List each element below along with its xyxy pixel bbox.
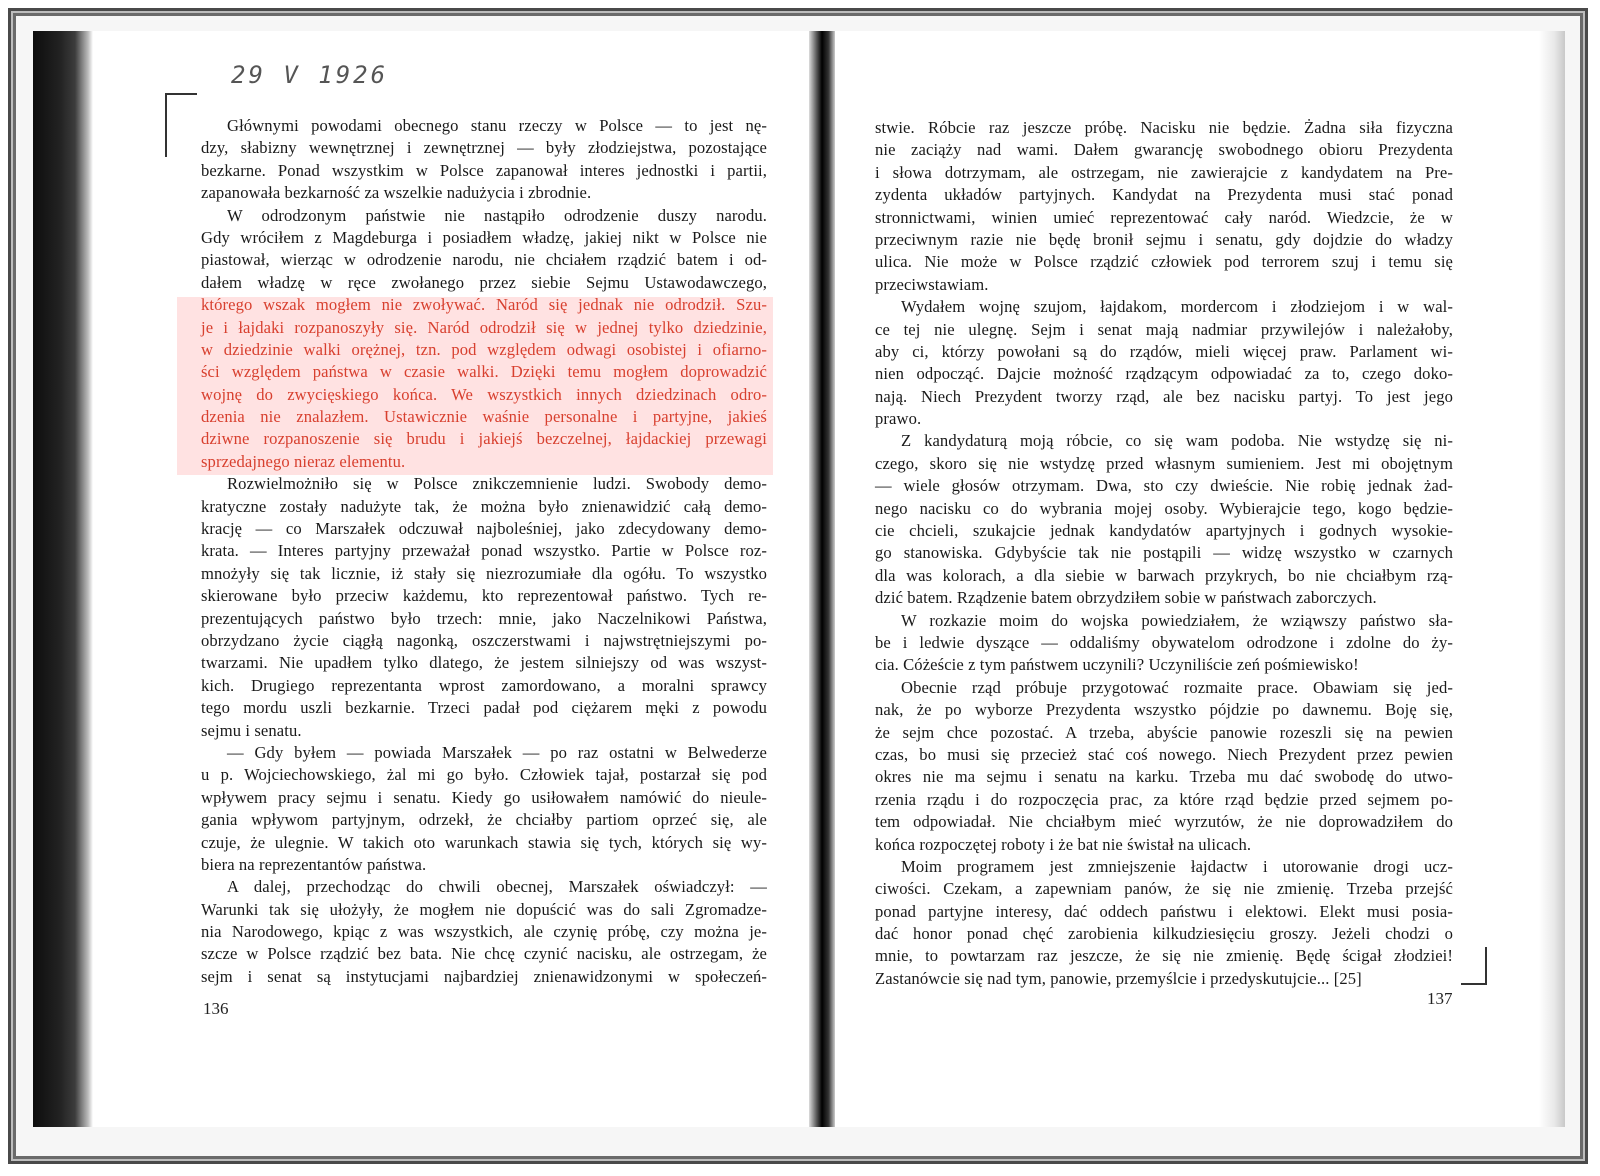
text-line: że sejm chce pozostać. A trzeba, abyście panowie rozeszli się na pewien (875, 722, 1453, 742)
highlighted-text-line: którego wszak mogłem nie zwoływać. Naród się jednak nie odrodził. Szu- (201, 295, 767, 315)
handwritten-date: 29 V 1926 (231, 61, 389, 89)
page-number-left: 136 (203, 999, 229, 1018)
text-line: aby ci, którzy powołani są do rządów, mieli więcej praw. Parlament wi- (875, 341, 1453, 361)
highlighted-text-line: je i łajdaki rozpanoszyły się. Naród odrodził się w jednej tylko dziedzinie, (201, 317, 767, 337)
text-line: skierowane było przeciw każdemu, kto reprezentował państwo. Tych re- (201, 586, 767, 606)
book-right-edge (1539, 31, 1565, 1127)
text-line: kich. Drugiego reprezentanta wprost zamordowano, a moralni sprawcy (201, 675, 767, 695)
text-line: Głównymi powodami obecnego stanu rzeczy w Polsce — to jest nę- (227, 116, 767, 135)
text-line: Moim programem jest zmniejszenie łajdactw i utorowanie drogi ucz- (901, 856, 1453, 876)
right-page (835, 31, 1539, 1127)
text-line: prezentujących państwo było trzech: mnie, jako Naczelnikowi Państwa, (201, 608, 767, 628)
text-line: tego mordu uszli bezkarnie. Trzeci padał pod ciężarem męki z powodu (201, 698, 767, 718)
text-line: nien odpocząć. Dajcie możność rządzącym odpowiadać za to, czego doko- (875, 364, 1453, 384)
text-line: nia Narodowego, kpiąc z was wszystkich, ale czynię próbę, czy można je- (201, 922, 767, 942)
text-line: przeciwnym razie nie będę bronił sejmu i senatu, gdy dojdzie do władzy (875, 229, 1453, 249)
highlighted-text-line: ści względem państwa w czasie walki. Dzięki temu mogłem doprowadzić (201, 362, 767, 382)
text-line: nak, że po wyborze Prezydenta wszystko pójdzie po dawnemu. Boję się, (875, 700, 1453, 720)
text-line: krację — co Marszałek odczuwał najboleśniej, jako zdecydowany demo- (201, 519, 767, 539)
text-line: stronnictwami, winien umieć reprezentować cały naród. Wiedzcie, że w (875, 207, 1453, 227)
text-line: Warunki tak się ułożyły, że mogłem nie dopuścić was do sali Zgromadze- (201, 899, 767, 919)
text-line: A dalej, przechodząc do chwili obecnej, Marszałek oświadczył: — (227, 877, 767, 897)
text-line: sejmu i senatu. (201, 720, 302, 740)
text-line: przeciwstawiam. (875, 274, 989, 294)
text-line: — Gdy byłem — powiada Marszałek — po raz ostatni w Belwederze (227, 742, 767, 762)
left-page-text (201, 115, 767, 988)
text-line: dzy, słabizny wewnętrznej i zewnętrznej — były złodziejstwa, pozostające (201, 138, 767, 158)
book-gutter (809, 31, 835, 1127)
text-line: piastował, wierząc w odrodzenie narodu, nie chciałem rządzić batem i od- (201, 250, 767, 270)
text-line: czuje, że ulegnie. W takich oto warunkach stawia się tych, których się wy- (201, 832, 767, 852)
text-line: Zastanówcie się nad tym, panowie, przemyślcie i przedyskutujcie... [25] (875, 968, 1362, 988)
text-line: dać honor ponad chęć zarobienia kilkudziesięciu groszy. Jeżeli chodzi o (875, 924, 1453, 944)
text-line: kratyczne zostały nadużyte tak, że można było znienawidzić całą demo- (201, 496, 767, 516)
highlighted-text-line: w dziedzinie walki orężnej, tzn. pod względem odwagi osobistej i ofiarno- (201, 339, 767, 359)
text-line: obrzydzano życie ciągłą nagonką, oszczerstwami i najwstrętniejszymi po- (201, 630, 767, 650)
right-page-text (875, 117, 1453, 990)
text-line: cie chcieli, szukajcie jednak kandydatów apartyjnych i godnych wysokie- (875, 521, 1453, 541)
text-line: Gdy wróciłem z Magdeburga i posiadłem władzę, jakiej nikt w Polsce nie (201, 227, 767, 247)
text-line: twarzami. Nie upadłem tylko dlatego, że jestem silniejszy od was wszyst- (201, 653, 767, 673)
text-line: prawo. (875, 409, 922, 429)
text-line: wpływem pracy sejmu i senatu. Kiedy go usiłowałem namówić do nieule- (201, 787, 767, 807)
text-line: Wydałem wojnę szujom, łajdakom, mordercom i złodziejom i w wal- (901, 297, 1453, 317)
book-spread (33, 31, 1565, 1127)
text-line: okres nie ma sejmu i senatu na karku. Trzeba mu dać swobodę do utwo- (875, 767, 1453, 787)
text-line: Rozwielmożniło się w Polsce znikczemnienie ludzi. Swobody demo- (227, 474, 767, 494)
text-line: gania wpływom partyjnym, odrzekł, że chciałby partiom oprzeć się, ale (201, 810, 767, 830)
text-line: u p. Wojciechowskiego, żal mi go było. Człowiek tajał, postarzał się pod (201, 765, 767, 785)
text-line: dzić batem. Rządzenie batem obrzydziłem sobie w państwach zaborczych. (875, 588, 1377, 608)
text-line: W rozkazie moim do wojska powiedziałem, że wziąwszy państwo sła- (901, 610, 1453, 630)
text-line: i słowa dotrzymam, ale ostrzegam, nie zawierajcie z kandydatem na Pre- (875, 162, 1453, 182)
highlighted-text-line: sprzedajnego nieraz elementu. (201, 451, 406, 471)
text-line: — wiele głosów otrzymam. Dwa, sto czy dwieście. Nie robię jednak żad- (875, 476, 1453, 496)
text-line: stwie. Róbcie raz jeszcze próbę. Nacisku nie będzie. Żadna siła fizyczna (875, 118, 1453, 137)
book-edge-shadow (33, 31, 93, 1127)
margin-bracket-end (1461, 947, 1487, 985)
text-line: nają. Niech Prezydent tworzy rząd, ale bez nacisku partyj. To jest jego (875, 386, 1453, 406)
margin-bracket-start (165, 93, 197, 157)
page-number-right: 137 (1427, 989, 1453, 1008)
text-line: W odrodzonym państwie nie nastąpiło odrodzenie duszy narodu. (227, 205, 767, 225)
text-line: tem odpowiadał. Nie chciałbym mieć wyrzutów, że nie doprowadziłem do (875, 812, 1453, 832)
text-line: nie zaciąży nad wami. Dałem gwarancję swobodnego obioru Prezydenta (875, 140, 1453, 160)
text-line: Z kandydaturą moją róbcie, co się wam podoba. Nie wstydzę się ni- (901, 431, 1453, 451)
text-line: dałem władzę w ręce zwołanego przez siebie Sejmu Ustawodawczego, (201, 272, 767, 292)
text-line: cia. Cóżeście z tym państwem uczynili? Uczyniliście zeń pośmiewisko! (875, 655, 1359, 675)
scan-frame (8, 8, 1588, 1164)
text-line: czego, skoro się nie wstydzę przed własnym sumieniem. Jest mi obojętnym (875, 453, 1453, 473)
text-line: zapanowała bezkarność za wszelkie nadużycia i zbrodnie. (201, 183, 592, 203)
text-line: końca rozpoczętej roboty i że bat nie świstał na ulicach. (875, 834, 1252, 854)
text-line: mnie, to powtarzam raz jeszcze, że się nie zmienię. Będę ścigał złodziei! (875, 946, 1453, 966)
text-line: szcze w Polsce rządzić bez bata. Nie chcę czynić nacisku, ale ostrzegam, że (201, 944, 767, 964)
text-line: zydenta układów partyjnych. Kandydat na Prezydenta musi stać ponad (875, 185, 1453, 205)
text-line: mnożyły się tak licznie, iż stały się niezrozumiałe dla ogółu. To wszystko (201, 563, 767, 583)
text-line: dla was kolorach, a dla siebie w barwach przykrych, bo nie chciałbym rzą- (875, 565, 1453, 585)
text-line: bezkarne. Ponad wszystkim w Polsce zapanował interes jednostki i partii, (201, 160, 767, 180)
text-line: ce tej nie ulegnę. Sejm i senat mają nadmiar przywilejów i należałoby, (875, 319, 1453, 339)
highlighted-text-line: dzenia nie znalazłem. Ustawicznie waśnie personalne i partyjne, jakieś (201, 407, 767, 427)
text-line: be i ledwie dyszące — oddaliśmy obywatelom odrodzone i zdolne do ży- (875, 632, 1453, 652)
text-line: czas, bo musi się przecież stać coś nowego. Niech Prezydent przez pewien (875, 744, 1453, 764)
highlighted-text-line: dziwne rozpanoszenie się brudu i jakiejś bezczelnej, łajdackiej przewagi (201, 429, 767, 449)
text-line: biera na reprezentantów państwa. (201, 854, 427, 874)
text-line: nego nacisku co do wybrania mojej osoby. Wybierajcie tego, kogo będzie- (875, 498, 1453, 518)
highlighted-text-line: wojnę do zwycięskiego końca. We wszystkich innych dziedzinach odro- (201, 384, 767, 404)
text-line: ponad partyjne interesy, dać oddech państwu i elektowi. Elekt musi posia- (875, 901, 1453, 921)
text-line: ciwości. Czekam, a zapewniam panów, że się nie zmienię. Trzeba przejść (875, 879, 1453, 899)
text-line: Obecnie rząd próbuje przygotować rozmaite prace. Obawiam się jed- (901, 677, 1453, 697)
text-line: krata. — Interes partyjny przeważał ponad wszystko. Partie w Polsce roz- (201, 541, 767, 561)
text-line: rzenia rządu i do rozpoczęcia prac, za które rząd będzie przed sejmem po- (875, 789, 1453, 809)
text-line: ulica. Nie może w Polsce rządzić człowiek pod terrorem szuj i temu się (875, 252, 1453, 272)
left-page (93, 31, 809, 1127)
text-line: sejm i senat są instytucjami najbardziej znienawidzonymi w społeczeń- (201, 966, 767, 986)
text-line: go stanowiska. Gdybyście tak nie postąpili — widzę wszystko w czarnych (875, 543, 1453, 563)
